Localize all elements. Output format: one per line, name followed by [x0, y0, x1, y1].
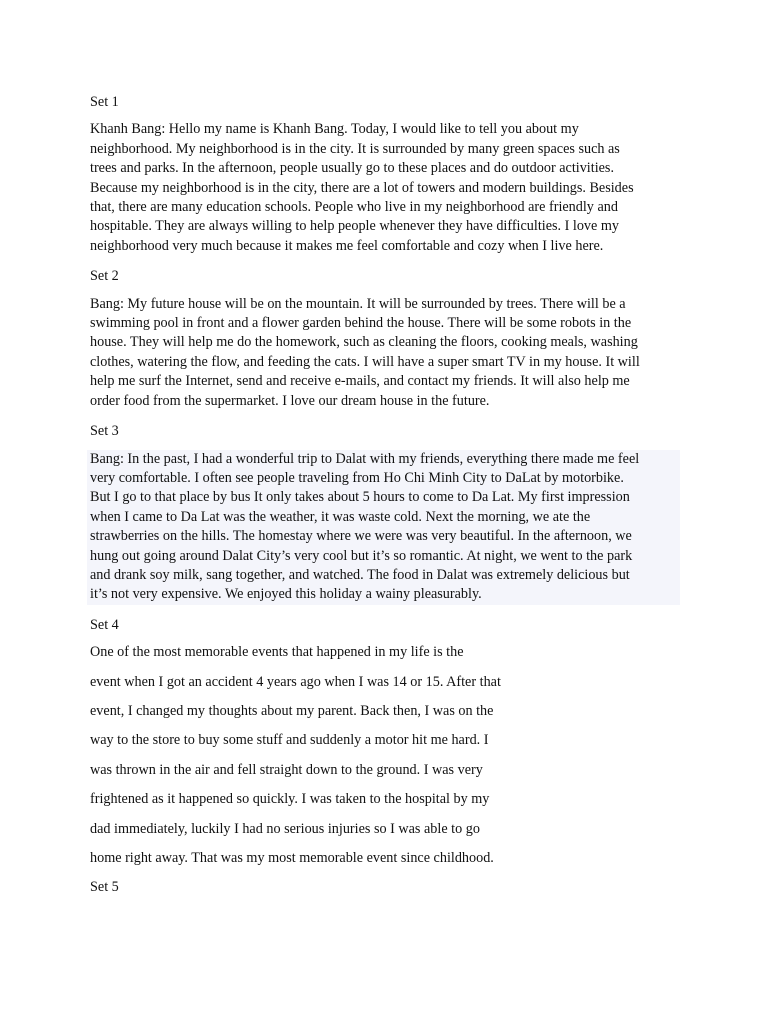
- paragraph-line: strawberries on the hills. The homestay where we were was very beautiful. In the afternoon, we: [90, 528, 632, 545]
- set-2-paragraph: [90, 295, 680, 411]
- paragraph-line: and drank soy milk, sang together, and watched. The food in Dalat was extremely delicious but: [90, 566, 630, 583]
- paragraph-line: hung out going around Dalat City’s very cool but it’s so romantic. At night, we went to the park: [90, 547, 633, 564]
- paragraph-line: frightened as it happened so quickly. I was taken to the hospital by my: [90, 791, 490, 808]
- set-3-heading: Set 3: [90, 423, 119, 440]
- paragraph-line: it’s not very expensive. We enjoyed this holiday a wainy pleasurably.: [90, 586, 482, 603]
- paragraph-line: neighborhood very much because it makes me feel comfortable and cozy when I live here.: [90, 237, 604, 254]
- paragraph-line: very comfortable. I often see people traveling from Ho Chi Minh City to DaLat by motorbike.: [90, 469, 624, 486]
- paragraph-line: But I go to that place by bus It only takes about 5 hours to come to Da Lat. My first impression: [90, 489, 630, 506]
- paragraph-line: that, there are many education schools. People who live in my neighborhood are friendly and: [90, 199, 618, 216]
- paragraph-line: was thrown in the air and fell straight down to the ground. I was very: [90, 761, 483, 778]
- paragraph-line: trees and parks. In the afternoon, people usually go to these places and do outdoor activities.: [90, 160, 614, 177]
- paragraph-line: Because my neighborhood is in the city, there are a lot of towers and modern buildings. Besides: [90, 179, 634, 196]
- paragraph-line: event when I got an accident 4 years ago when I was 14 or 15. After that: [90, 673, 501, 690]
- paragraph-line: One of the most memorable events that happened in my life is the: [90, 644, 464, 661]
- set-5-heading: Set 5: [90, 879, 119, 896]
- set-1-heading: Set 1: [90, 94, 119, 110]
- paragraph-line: Bang: In the past, I had a wonderful trip to Dalat with my friends, everything there made me feel: [90, 450, 640, 467]
- set-3-paragraph: [87, 450, 680, 605]
- paragraph-line: neighborhood. My neighborhood is in the city. It is surrounded by many green spaces such as: [90, 140, 620, 157]
- paragraph-line: hospitable. They are always willing to help people whenever they have difficulties. I love my: [90, 218, 619, 235]
- paragraph-line: swimming pool in front and a flower garden behind the house. There will be some robots in the: [90, 315, 632, 332]
- paragraph-line: order food from the supermarket. I love our dream house in the future.: [90, 392, 490, 409]
- set-1-paragraph: [90, 120, 680, 256]
- paragraph-line: home right away. That was my most memorable event since childhood.: [90, 850, 494, 866]
- set-2-heading: Set 2: [90, 268, 119, 285]
- set-4-paragraph: [90, 643, 680, 868]
- paragraph-line: help me surf the Internet, send and receive e-mails, and contact my friends. It will also help me: [90, 373, 630, 390]
- paragraph-line: clothes, watering the flow, and feeding the cats. I will have a super smart TV in my house. It will: [90, 353, 640, 370]
- paragraph-line: house. They will help me do the homework, such as cleaning the floors, cooking meals, washing: [90, 334, 638, 351]
- document-page: [90, 93, 680, 906]
- paragraph-line: way to the store to buy some stuff and suddenly a motor hit me hard. I: [90, 732, 489, 749]
- paragraph-line: event, I changed my thoughts about my parent. Back then, I was on the: [90, 702, 494, 719]
- set-4-heading: Set 4: [90, 616, 119, 633]
- paragraph-line: dad immediately, luckily I had no serious injuries so I was able to go: [90, 820, 480, 837]
- paragraph-line: Bang: My future house will be on the mountain. It will be surrounded by trees. There will be a: [90, 295, 626, 312]
- paragraph-line: Khanh Bang: Hello my name is Khanh Bang. Today, I would like to tell you about my: [90, 121, 579, 138]
- paragraph-line: when I came to Da Lat was the weather, it was waste cold. Next the morning, we ate the: [90, 508, 591, 525]
